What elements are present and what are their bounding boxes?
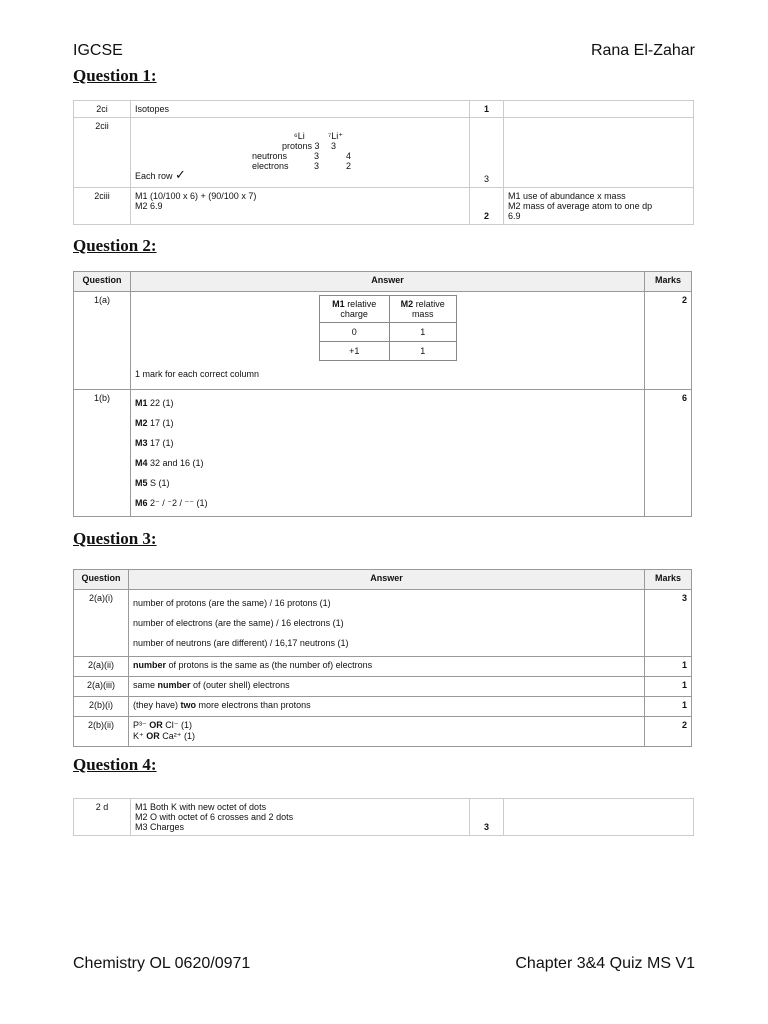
marks-cell: 1 — [645, 657, 692, 677]
marks-cell: 1 — [645, 677, 692, 697]
marks-cell: 3 — [645, 590, 692, 657]
note-line: 6.9 — [508, 211, 521, 221]
answer-line: M1 Both K with new octet of dots — [135, 802, 267, 812]
answer-line: M2 6.9 — [135, 201, 163, 211]
table-row — [74, 697, 692, 717]
question-number: 2(a)(i) — [74, 590, 129, 657]
question-2-title: Question 2: — [73, 236, 157, 255]
question-number: 2ciii — [74, 188, 131, 225]
table-row — [74, 799, 694, 836]
column-header-question: Question — [74, 272, 131, 292]
inner-cell: 0 — [319, 323, 389, 342]
table-row — [74, 657, 692, 677]
table-header-row — [74, 570, 692, 590]
answer-cell: number of protons is the same as (the number of) electrons — [129, 657, 645, 677]
mark-note: 1 mark for each correct column — [135, 369, 260, 379]
answer-cell: same number of (outer shell) electrons — [129, 677, 645, 697]
neutrons-li7: 4 — [346, 151, 352, 161]
electrons-li7: 2 — [346, 161, 352, 171]
note-line: M1 use of abundance x mass — [508, 191, 626, 201]
answer-cell: Isotopes — [131, 101, 470, 118]
column-header-marks: Marks — [645, 272, 692, 292]
question-number: 2(b)(i) — [74, 697, 129, 717]
table-row — [74, 717, 692, 747]
li6-label: ⁶Li — [294, 131, 305, 141]
neutrons-li6: 3 — [314, 151, 320, 161]
question-number: 2(a)(ii) — [74, 657, 129, 677]
inner-cell: 1 — [389, 323, 456, 342]
marks-cell: 3 — [470, 799, 504, 836]
notes-cell — [504, 799, 694, 836]
tick-icon: ✓ — [175, 167, 186, 182]
answer-line: K⁺ OR Ca²⁺ (1) — [133, 731, 196, 741]
question-number: 2ci — [74, 101, 131, 118]
marks-cell: 1 — [470, 101, 504, 118]
marks-cell: 2 — [645, 717, 692, 747]
table-row — [74, 292, 692, 390]
question-number: 2(b)(ii) — [74, 717, 129, 747]
inner-cell: +1 — [319, 342, 389, 361]
column-header-marks: Marks — [645, 570, 692, 590]
inner-header-charge: M1 relative charge — [319, 296, 389, 323]
answer-cell — [131, 118, 470, 188]
question-number: 2 d — [74, 799, 131, 836]
answer-line: number of neutrons (are different) / 16,17 neutrons (1) — [133, 638, 349, 648]
column-header-question: Question — [74, 570, 129, 590]
answer-cell: (they have) two more electrons than protons — [129, 697, 645, 717]
question-number: 1(b) — [74, 390, 131, 517]
electrons-label: electrons — [252, 161, 289, 171]
protons-label: protons 3 — [282, 141, 320, 151]
question-4-table — [73, 798, 694, 836]
header-left: IGCSE — [73, 42, 123, 59]
column-header-answer: Answer — [129, 570, 645, 590]
protons-li7: 3 — [331, 141, 337, 151]
inner-header-mass: M2 relative mass — [389, 296, 456, 323]
question-2-table — [73, 271, 692, 517]
neutrons-label: neutrons — [252, 151, 288, 161]
answer-line: M4 32 and 16 (1) — [135, 458, 204, 468]
column-header-answer: Answer — [131, 272, 645, 292]
question-3-table — [73, 569, 692, 747]
question-number: 1(a) — [74, 292, 131, 390]
answer-line: M2 17 (1) — [135, 418, 174, 428]
answer-cell — [131, 188, 470, 225]
answer-cell — [131, 799, 470, 836]
answer-line: M1 22 (1) — [135, 398, 174, 408]
marks-cell: 6 — [645, 390, 692, 517]
charge-mass-table — [319, 295, 457, 361]
table-row — [74, 118, 694, 188]
answer-cell — [129, 717, 645, 747]
footer-left: Chemistry OL 0620/0971 — [73, 955, 251, 972]
answer-line: M3 Charges — [135, 822, 185, 832]
header-right: Rana El-Zahar — [590, 42, 695, 59]
each-row-label: Each row — [135, 171, 173, 181]
marks-cell: 2 — [470, 188, 504, 225]
question-1-title: Question 1: — [73, 66, 157, 85]
marks-cell: 1 — [645, 697, 692, 717]
electrons-li6: 3 — [314, 161, 320, 171]
answer-line: M3 17 (1) — [135, 438, 174, 448]
question-4-title: Question 4: — [73, 755, 157, 774]
answer-cell — [131, 292, 645, 390]
li7-label: ⁷Li⁺ — [328, 131, 344, 141]
question-1-table — [73, 100, 694, 225]
answer-line: M6 2⁻ / ⁻2 / ⁻⁻ (1) — [135, 498, 208, 508]
table-row — [74, 101, 694, 118]
footer-right: Chapter 3&4 Quiz MS V1 — [515, 955, 695, 972]
table-row — [74, 590, 692, 657]
marks-cell: 2 — [645, 292, 692, 390]
notes-cell — [504, 118, 694, 188]
answer-line: M5 S (1) — [135, 478, 170, 488]
answer-line: number of electrons (are the same) / 16 electrons (1) — [133, 618, 344, 628]
table-header-row — [74, 272, 692, 292]
table-row — [74, 188, 694, 225]
question-number: 2(a)(iii) — [74, 677, 129, 697]
question-3-title: Question 3: — [73, 529, 157, 548]
table-row — [74, 677, 692, 697]
question-number: 2cii — [74, 118, 131, 188]
answer-line: M1 (10/100 x 6) + (90/100 x 7) — [135, 191, 257, 201]
inner-cell: 1 — [389, 342, 456, 361]
answer-line: P³⁻ OR Cl⁻ (1) — [133, 720, 193, 730]
notes-cell — [504, 101, 694, 118]
note-line: M2 mass of average atom to one dp — [508, 201, 653, 211]
answer-cell — [129, 590, 645, 657]
answer-line: M2 O with octet of 6 crosses and 2 dots — [135, 812, 294, 822]
marks-cell: 3 — [470, 118, 504, 188]
notes-cell — [504, 188, 694, 225]
answer-line: number of protons (are the same) / 16 protons (1) — [133, 598, 331, 608]
table-row — [74, 390, 692, 517]
answer-cell — [131, 390, 645, 517]
